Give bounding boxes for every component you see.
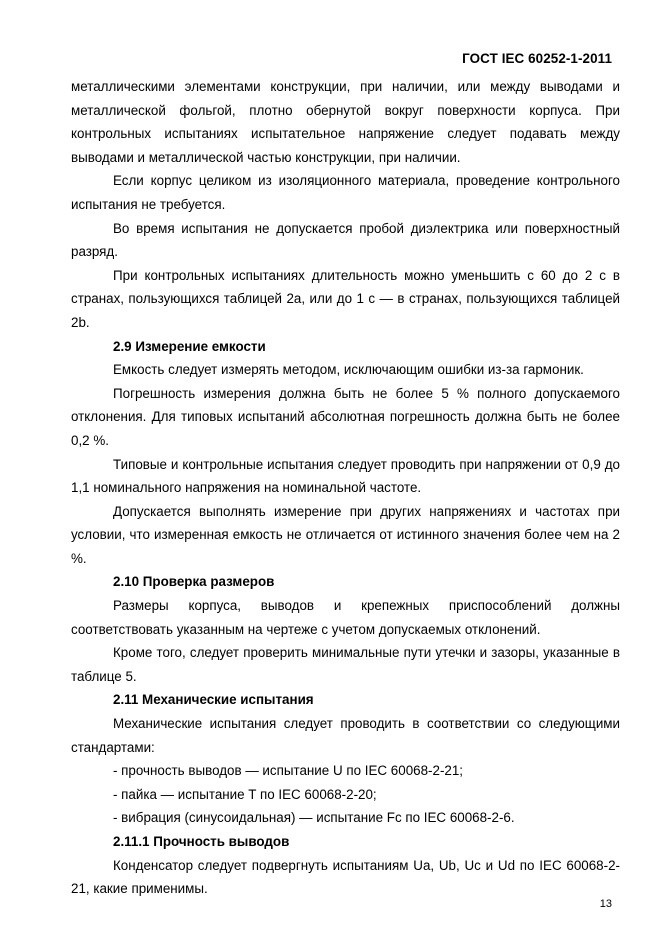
paragraph: Конденсатор следует подвергнуть испытаниям Ua, Ub, Uc и Ud по IEC 60068-2-21, какие применимы. [71, 857, 620, 897]
paragraph: Емкость следует измерять методом, исключающим ошибки из-за гармоник. [113, 362, 584, 378]
list-item: - прочность выводов — испытание U по IEC 60068-2-21; [113, 763, 464, 779]
paragraph: Во время испытания не допускается пробой диэлектрика или поверхностный разряд. [71, 220, 620, 260]
page-number: 13 [599, 898, 612, 910]
list-item: - пайка — испытание T по IEC 60068-2-20; [113, 786, 377, 802]
section-heading: 2.9 Измерение емкости [113, 338, 266, 354]
paragraph: Кроме того, следует проверить минимальные пути утечки и зазоры, указанные в таблице 5. [71, 645, 620, 684]
document-body [71, 75, 620, 901]
paragraph: При контрольных испытаниях длительность можно уменьшить с 60 до 2 с в странах, пользующихся таблицей 2а, или до 1 с — в странах, пользующихся таблицей 2b. [71, 267, 620, 330]
paragraph: Размеры корпуса, выводов и крепежных приспособлений должны соответствовать указанным на чертеже с учетом допускаемых отклонений. [71, 598, 620, 637]
paragraph: Допускается выполнять измерение при других напряжениях и частотах при условии, что измеренная емкость не отличается от истинного значения более чем на 2 %. [71, 503, 620, 566]
section-heading: 2.11.1 Прочность выводов [113, 834, 290, 849]
paragraph: металлическими элементами конструкции, при наличии, или между выводами и металлической фольгой, плотно обернутой вокруг поверхности корпуса. При контрольных испытаниях испытательное напряжение следует подавать между выводами и металлической частью конструкции, при наличии. [71, 79, 620, 165]
list-item: - вибрация (синусоидальная) — испытание Fc по IEC 60068-2-6. [113, 810, 515, 826]
paragraph: Если корпус целиком из изоляционного материала, проведение контрольного испытания не требуется. [71, 173, 620, 212]
paragraph: Погрешность измерения должна быть не более 5 % полного допускаемого отклонения. Для типовых испытаний абсолютная погрешность должна быть не более 0,2 %. [71, 385, 620, 448]
section-heading: 2.10 Проверка размеров [113, 574, 275, 590]
document-header: ГОСТ IEC 60252-1-2011 [462, 51, 612, 66]
section-heading: 2.11 Механические испытания [113, 692, 314, 708]
paragraph: Механические испытания следует проводить в соответствии со следующими стандартами: [71, 716, 620, 755]
paragraph: Типовые и контрольные испытания следует проводить при напряжении от 0,9 до 1,1 номинального напряжения на номинальной частоте. [71, 456, 620, 496]
